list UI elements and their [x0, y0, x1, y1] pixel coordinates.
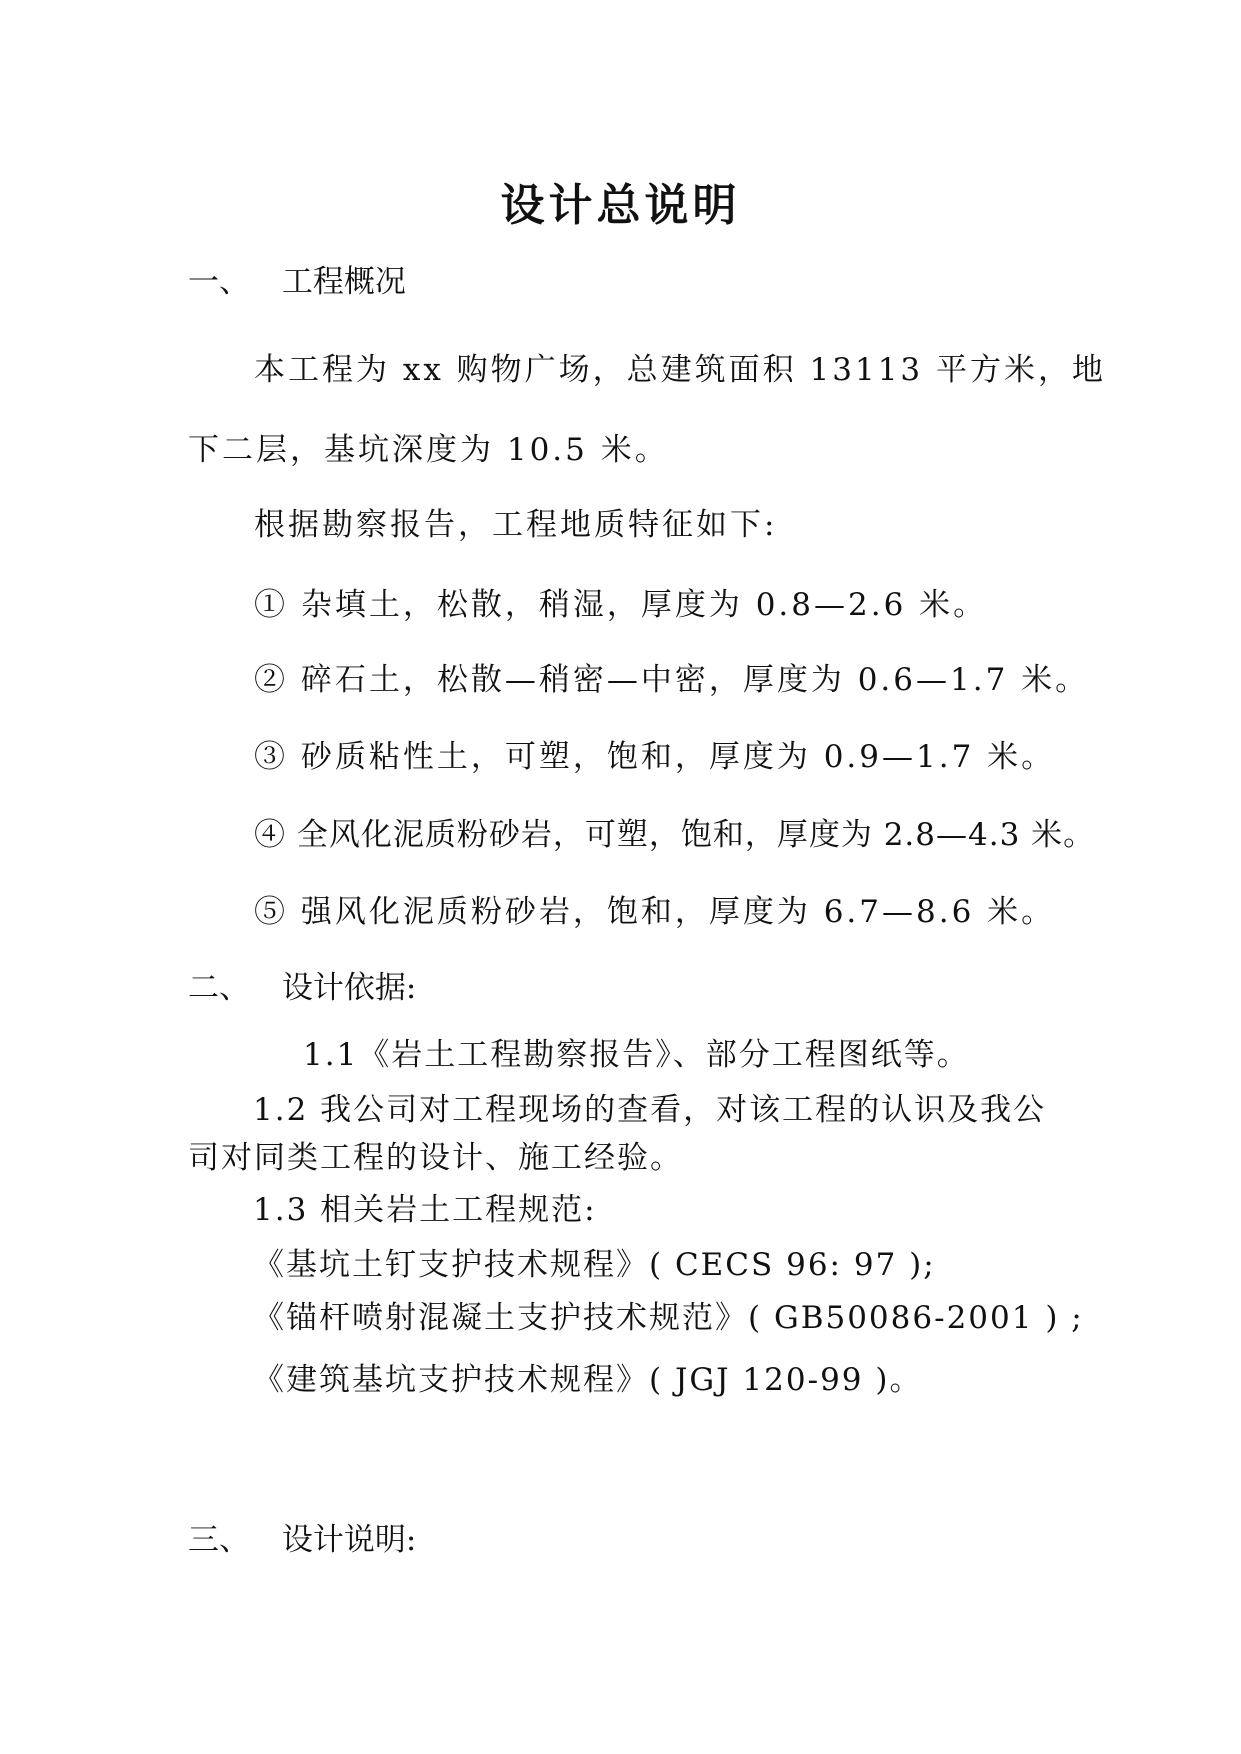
paragraph-overview-line-2: 下二层，基坑深度为 10.5 米。 — [188, 432, 669, 468]
geology-layer-2: ② 碎石土，松散—稍密—中密，厚度为 0.6—1.7 米。 — [254, 662, 1090, 698]
basis-item-2-line-2: 司对同类工程的设计、施工经验。 — [188, 1140, 683, 1176]
spec-3: 《建筑基坑支护技术规程》( JGJ 120-99 )。 — [253, 1362, 923, 1398]
basis-item-1: 1.1《岩土工程勘察报告》、部分工程图纸等。 — [303, 1037, 970, 1073]
basis-item-3: 1.3 相关岩土工程规范: — [253, 1192, 597, 1228]
page-title: 设计总说明 — [500, 180, 741, 231]
section-2-heading — [188, 968, 416, 1008]
basis-item-2-line-1: 1.2 我公司对工程现场的查看，对该工程的认识及我公 — [253, 1092, 1047, 1128]
paragraph-overview-line-1: 本工程为 xx 购物广场，总建筑面积 13113 平方米，地 — [254, 352, 1106, 388]
spec-1: 《基坑土钉支护技术规程》( CECS 96: 97 ); — [253, 1247, 936, 1283]
geology-layer-5: ⑤ 强风化泥质粉砂岩，饱和，厚度为 6.7—8.6 米。 — [254, 894, 1056, 930]
section-1-heading — [188, 262, 406, 302]
section-3-title: 设计说明: — [281, 1522, 417, 1558]
section-2-title: 设计依据: — [281, 970, 417, 1006]
section-3-heading — [188, 1520, 416, 1560]
section-1-number: 一、 — [188, 264, 250, 300]
geology-layer-1: ① 杂填土，松散，稍湿，厚度为 0.8—2.6 米。 — [254, 587, 988, 623]
section-1-title: 工程概况 — [281, 264, 406, 300]
paragraph-geology-intro: 根据勘察报告，工程地质特征如下: — [254, 507, 778, 543]
spec-2: 《锚杆喷射混凝土支护技术规范》( GB50086-2001 ) ; — [253, 1300, 1084, 1336]
geology-layer-3: ③ 砂质粘性土，可塑，饱和，厚度为 0.9—1.7 米。 — [254, 739, 1056, 775]
section-3-number: 三、 — [188, 1522, 250, 1558]
geology-layer-4: ④ 全风化泥质粉砂岩，可塑，饱和，厚度为 2.8—4.3 米。 — [254, 817, 1096, 853]
section-2-number: 二、 — [188, 970, 250, 1006]
